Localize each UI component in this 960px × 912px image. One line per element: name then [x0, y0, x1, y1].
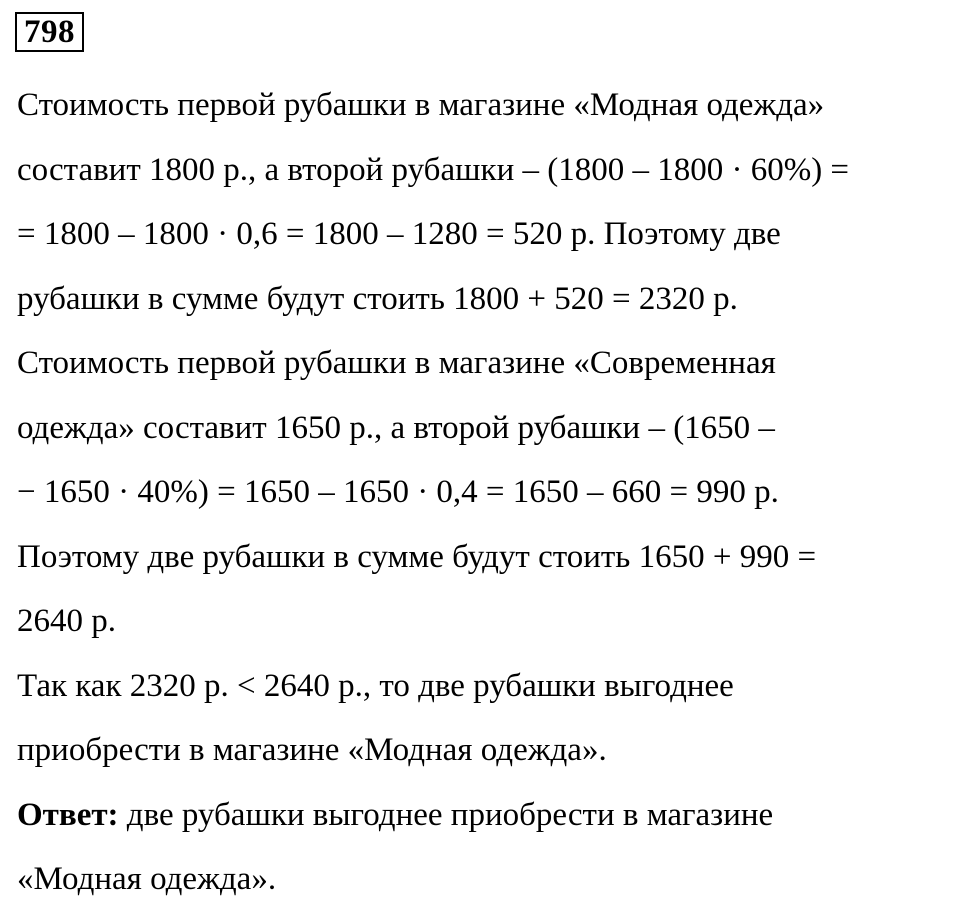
task-number-badge: 798 [15, 12, 84, 52]
solution-line-6: одежда» составит 1650 р., а второй рубашки – (1650 – [17, 409, 775, 446]
answer-line-2: «Модная одежда». [17, 861, 277, 897]
solution-line-7: − 1650 · 40%) = 1650 – 1650 · 0,4 = 1650 – 660 = 990 р. [17, 474, 779, 510]
solution-line-1: Стоимость первой рубашки в магазине «Модная одежда» [17, 87, 825, 123]
answer-line-1 [17, 783, 957, 848]
solution-line-5: Стоимость первой рубашки в магазине «Современная [17, 345, 776, 381]
answer-label: Ответ: [17, 796, 119, 833]
solution-line-3: = 1800 – 1800 · 0,6 = 1800 – 1280 = 520 р. Поэтому две [17, 216, 781, 252]
solution-line-8: Поэтому две рубашки в сумме будут стоить 1650 + 990 = [17, 538, 817, 575]
solution-line-10: Так как 2320 р. < 2640 р., то две рубашки выгоднее [17, 667, 734, 704]
solution-line-9: 2640 р. [17, 603, 116, 639]
solution-line-4: рубашки в сумме будут стоить 1800 + 520 = 2320 р. [17, 280, 738, 317]
solution-line-11: приобрести в магазине «Модная одежда». [17, 732, 607, 768]
solution-line-2: составит 1800 р., а второй рубашки – (1800 – 1800 · 60%) = [17, 151, 850, 188]
answer-text: две рубашки выгоднее приобрести в магазине [118, 796, 774, 833]
solution-text [17, 73, 957, 912]
